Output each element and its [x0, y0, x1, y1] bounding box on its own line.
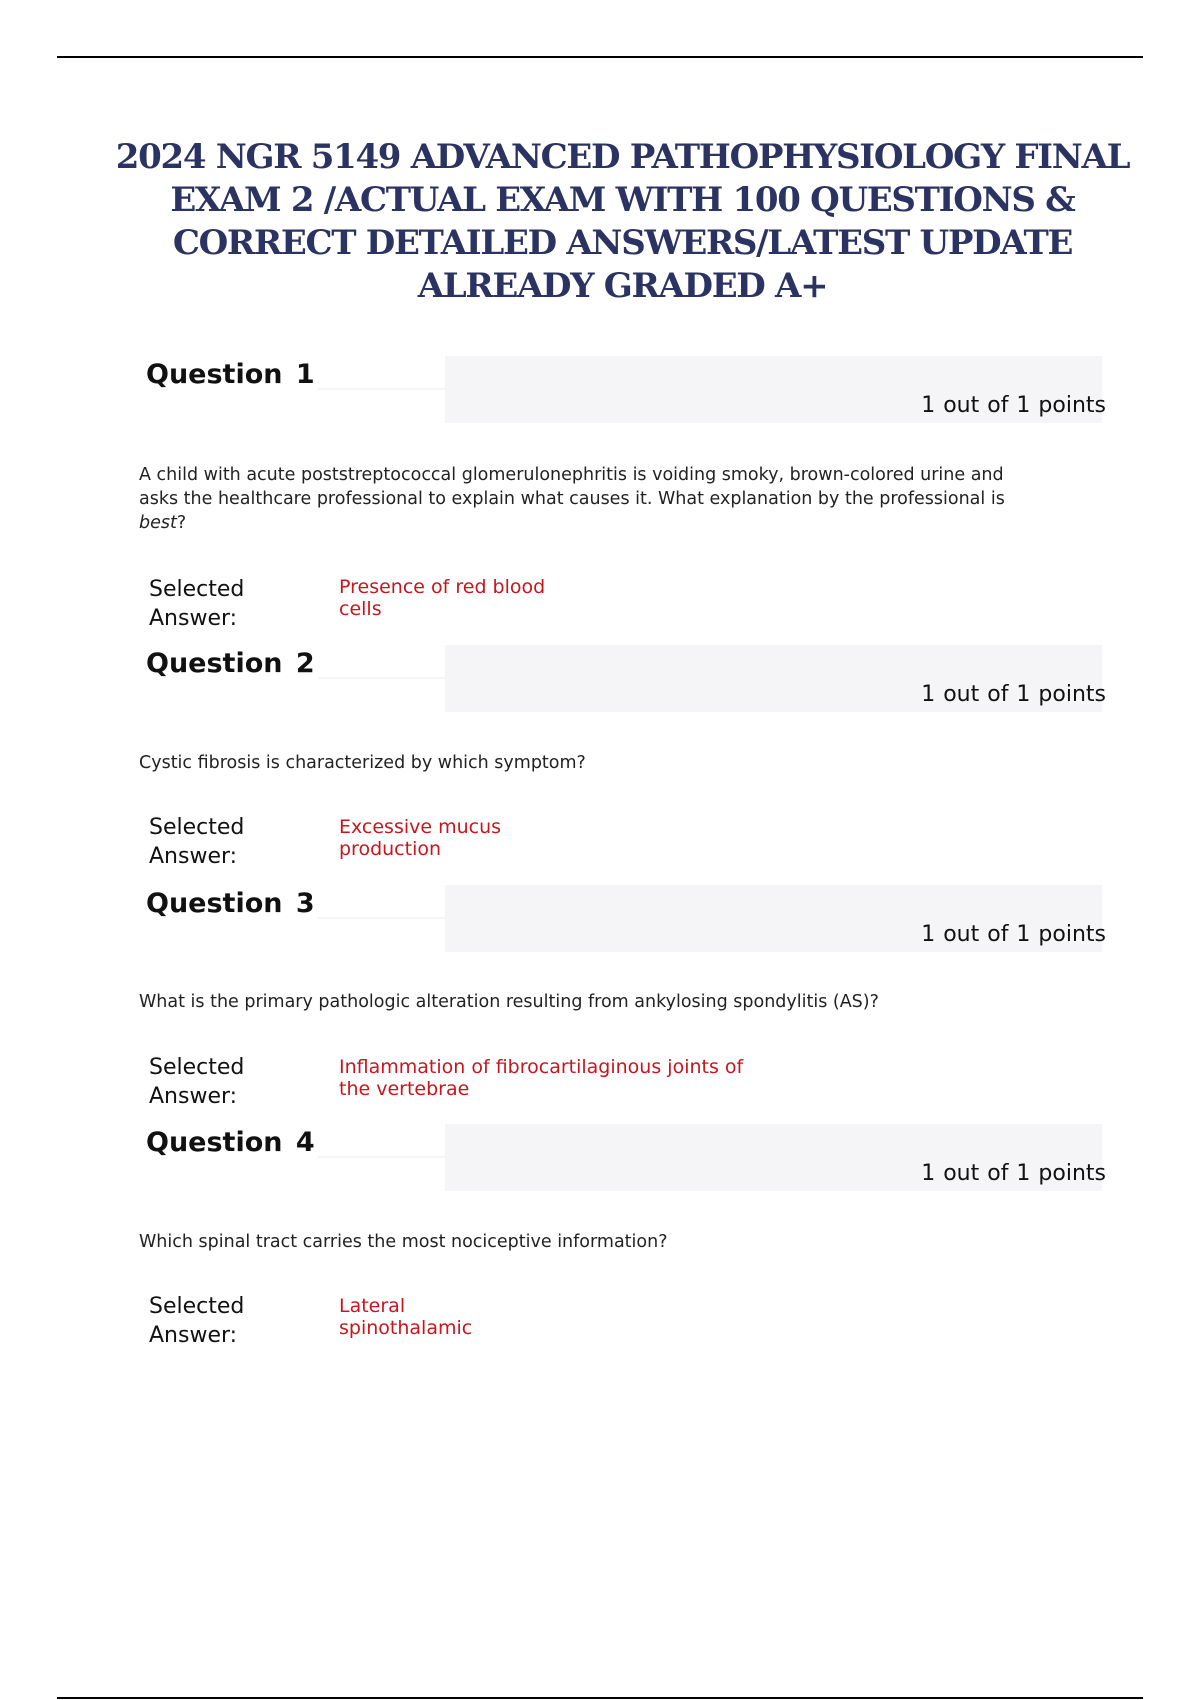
question-title: Question 4: [146, 1127, 315, 1158]
selected-label-line1: Selected: [149, 577, 245, 602]
selected-answer-line2: the vertebrae: [339, 1078, 470, 1100]
top-rule: [57, 56, 1143, 58]
question-title: Question 1: [146, 359, 315, 390]
question-1: [138, 356, 1106, 656]
selected-answer: [339, 1295, 472, 1339]
selected-answer-label: [149, 813, 299, 871]
selected-label-line1: Selected: [149, 1055, 245, 1080]
question-points: 1 out of 1 points: [921, 922, 1106, 947]
selected-label-line2: Answer:: [149, 1323, 238, 1348]
selected-answer-line2: spinothalamic: [339, 1317, 473, 1339]
bottom-rule: [57, 1697, 1143, 1699]
question-text-emphasis: best: [139, 513, 177, 533]
question-text: What is the primary pathologic alteration resulting from ankylosing spondylitis (AS)?: [139, 992, 879, 1012]
question-points: 1 out of 1 points: [921, 682, 1106, 707]
selected-answer-label: [149, 1292, 299, 1350]
selected-answer-label: [149, 1053, 299, 1111]
question-text: Cystic fibrosis is characterized by which symptom?: [139, 753, 586, 773]
selected-answer-line1: Lateral: [339, 1295, 406, 1317]
question-points: 1 out of 1 points: [921, 1161, 1106, 1186]
selected-label-line1: Selected: [149, 1294, 245, 1319]
selected-label-line2: Answer:: [149, 844, 238, 869]
selected-answer-line1: Inflammation of fibrocartilaginous joints of: [339, 1056, 744, 1078]
question-header: [138, 1124, 1106, 1191]
question-header: [138, 356, 1106, 423]
selected-answer: [339, 816, 501, 860]
question-text: [139, 463, 1039, 535]
selected-answer-line2: production: [339, 838, 442, 860]
selected-label-line2: Answer:: [149, 606, 238, 631]
selected-answer: [339, 1056, 743, 1100]
selected-answer-line2: cells: [339, 598, 382, 620]
selected-answer-label: [149, 575, 299, 633]
question-header: [138, 645, 1106, 712]
document-title: 2024 NGR 5149 ADVANCED PATHOPHYSIOLOGY FINAL EXAM 2 /ACTUAL EXAM WITH 100 QUESTIONS & CORRECT DETAILED ANSWERS/LATEST UPDATE ALREADY GRADED A+: [115, 137, 1130, 306]
question-4: [138, 1124, 1106, 1424]
question-points: 1 out of 1 points: [921, 393, 1106, 418]
selected-label-line2: Answer:: [149, 1084, 238, 1109]
question-title: Question 2: [146, 648, 315, 679]
selected-answer-line1: Excessive mucus: [339, 816, 502, 838]
selected-label-line1: Selected: [149, 815, 245, 840]
question-header: [138, 885, 1106, 952]
question-title: Question 3: [146, 888, 315, 919]
question-text-end: ?: [176, 513, 187, 533]
selected-answer-line1: Presence of red blood: [339, 576, 546, 598]
question-text-main: A child with acute poststreptococcal glomerulonephritis is voiding smoky, brown-colored urine and asks the healthcare professional to explain what causes it. What explanation by the professional is: [139, 465, 1005, 509]
selected-answer: [339, 576, 545, 620]
question-text: Which spinal tract carries the most nociceptive information?: [139, 1232, 668, 1252]
